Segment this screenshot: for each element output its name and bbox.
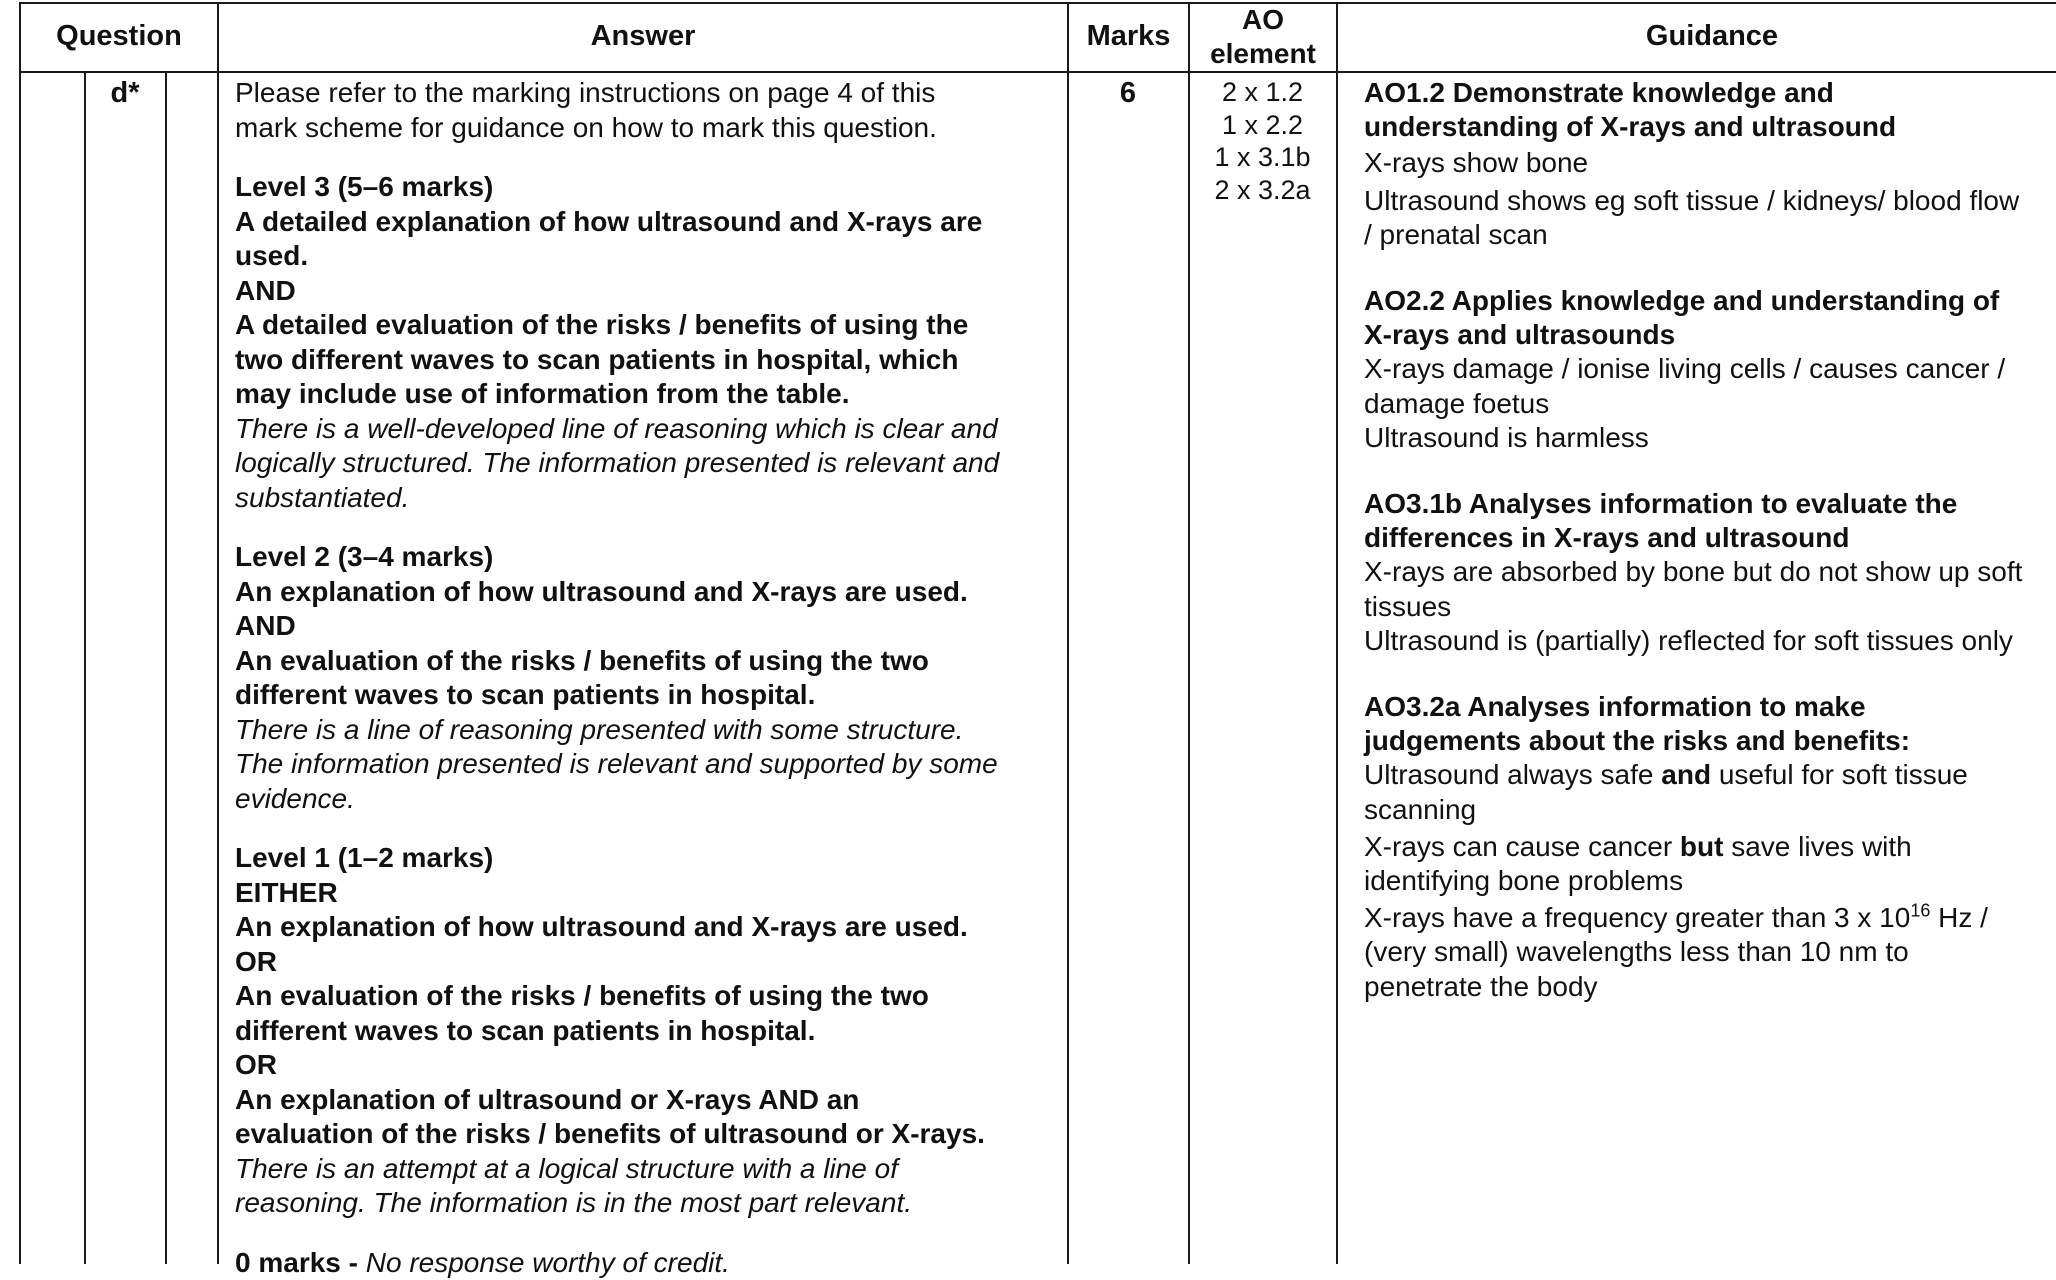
ao32a-text: Hz / [1930, 902, 1988, 933]
level3-heading: Level 3 (5–6 marks) [235, 170, 999, 205]
ao32a-exponent: 16 [1910, 901, 1930, 921]
level1-descriptor-line: EITHER [235, 876, 999, 911]
ao32a-emphasis: but [1680, 831, 1724, 862]
level1-communication-line: reasoning. The information is in the most part relevant. [235, 1186, 999, 1221]
ao-element-item: 2 x 3.2a [1190, 174, 1335, 207]
ao22-heading: AO2.2 Applies knowledge and understanding of [1364, 284, 2022, 318]
ao32a-text: X-rays can cause cancer [1364, 831, 1680, 862]
level1-descriptor-line: OR [235, 1048, 999, 1083]
ao32a-text: Ultrasound always safe [1364, 759, 1661, 790]
ao32a-heading: AO3.2a Analyses information to make [1364, 690, 2022, 724]
header-ao-line2: element [1210, 37, 1316, 71]
ao-element-list [1190, 76, 1335, 206]
marks-value: 6 [1068, 76, 1188, 110]
ao-element-item: 1 x 2.2 [1190, 109, 1335, 142]
guidance-content [1364, 76, 2022, 1004]
level1-descriptor-line: different waves to scan patients in hospital. [235, 1014, 999, 1049]
ao-element-item: 2 x 1.2 [1190, 76, 1335, 109]
level3-descriptor-line: A detailed evaluation of the risks / benefits of using the [235, 308, 999, 343]
level3-communication-line: substantiated. [235, 481, 999, 516]
level1-descriptor-line: An evaluation of the risks / benefits of using the two [235, 979, 999, 1014]
ao32a-emphasis: and [1661, 759, 1711, 790]
ao12-guidance-line: / prenatal scan [1364, 218, 2022, 252]
header-answer: Answer [219, 3, 1067, 70]
level3-descriptor-line: AND [235, 274, 999, 309]
ao31b-heading: differences in X-rays and ultrasound [1364, 521, 2022, 555]
level2-heading: Level 2 (3–4 marks) [235, 540, 999, 575]
question-part-label: d* [85, 76, 165, 110]
header-ao-line1: AO [1242, 3, 1284, 37]
question-answer-divider [217, 2, 219, 1264]
ao31b-guidance-line: tissues [1364, 590, 2022, 624]
level3-descriptor-line: A detailed explanation of how ultrasound and X-rays are [235, 205, 999, 240]
question-subcolumn-divider-1 [84, 71, 86, 1264]
zero-marks-text: No response worthy of credit. [366, 1247, 730, 1278]
header-marks: Marks [1069, 3, 1188, 70]
ao32a-guidance-line [1364, 830, 2022, 864]
ao22-guidance-line: damage foetus [1364, 387, 2022, 421]
ao12-guidance-line: Ultrasound shows eg soft tissue / kidneys/ blood flow [1364, 184, 2022, 218]
ao32a-text: save lives with [1723, 831, 1911, 862]
ao12-heading: understanding of X-rays and ultrasound [1364, 110, 2022, 144]
ao31b-heading: AO3.1b Analyses information to evaluate the [1364, 487, 2022, 521]
ao31b-guidance-line: Ultrasound is (partially) reflected for soft tissues only [1364, 624, 2022, 658]
level1-descriptor-line: An explanation of how ultrasound and X-rays are used. [235, 910, 999, 945]
ao32a-guidance-line: scanning [1364, 793, 2022, 827]
ao31b-guidance-line: X-rays are absorbed by bone but do not show up soft [1364, 555, 2022, 589]
level2-descriptor-line: An explanation of how ultrasound and X-rays are used. [235, 575, 999, 610]
ao22-guidance-line: Ultrasound is harmless [1364, 421, 2022, 455]
question-subcolumn-divider-2 [165, 71, 167, 1264]
table-left-border [19, 2, 21, 1264]
level3-descriptor-line: may include use of information from the table. [235, 377, 999, 412]
level3-communication-line: logically structured. The information presented is relevant and [235, 446, 999, 481]
ao32a-guidance-line [1364, 901, 2022, 935]
ao22-guidance-line: X-rays damage / ionise living cells / causes cancer / [1364, 352, 2022, 386]
ao32a-heading: judgements about the risks and benefits: [1364, 724, 2022, 758]
header-bottom-border [19, 71, 2056, 73]
ao32a-text: useful for soft tissue [1711, 759, 1968, 790]
level1-heading: Level 1 (1–2 marks) [235, 841, 999, 876]
ao-element-item: 1 x 3.1b [1190, 141, 1335, 174]
level1-descriptor-line: evaluation of the risks / benefits of ultrasound or X-rays. [235, 1117, 999, 1152]
level2-communication-line: There is a line of reasoning presented with some structure. [235, 713, 999, 748]
answer-marks-divider [1067, 2, 1069, 1264]
header-guidance: Guidance [1338, 3, 2056, 70]
answer-intro-line: Please refer to the marking instructions on page 4 of this [235, 76, 999, 111]
ao12-heading: AO1.2 Demonstrate knowledge and [1364, 76, 2022, 110]
level3-descriptor-line: used. [235, 239, 999, 274]
ao32a-guidance-line: (very small) wavelengths less than 10 nm to [1364, 935, 2022, 969]
level2-descriptor-line: different waves to scan patients in hospital. [235, 678, 999, 713]
level2-descriptor-line: An evaluation of the risks / benefits of using the two [235, 644, 999, 679]
level2-communication-line: The information presented is relevant and supported by some [235, 747, 999, 782]
answer-content [235, 76, 999, 1280]
ao22-heading: X-rays and ultrasounds [1364, 318, 2022, 352]
level1-communication-line: There is an attempt at a logical structure with a line of [235, 1152, 999, 1187]
level2-descriptor-line: AND [235, 609, 999, 644]
ao32a-guidance-line: identifying bone problems [1364, 864, 2022, 898]
answer-intro-line: mark scheme for guidance on how to mark this question. [235, 111, 999, 146]
level1-descriptor-line: OR [235, 945, 999, 980]
zero-marks-line [235, 1246, 999, 1280]
header-ao-element [1190, 3, 1336, 70]
level3-descriptor-line: two different waves to scan patients in hospital, which [235, 343, 999, 378]
ao32a-guidance-line: penetrate the body [1364, 970, 2022, 1004]
ao12-guidance-line: X-rays show bone [1364, 146, 2022, 180]
zero-marks-label: 0 marks - [235, 1247, 366, 1278]
header-question: Question [21, 3, 217, 70]
level1-descriptor-line: An explanation of ultrasound or X-rays AND an [235, 1083, 999, 1118]
ao-guidance-divider [1336, 2, 1338, 1264]
ao32a-guidance-line [1364, 758, 2022, 792]
ao32a-text: X-rays have a frequency greater than 3 x 10 [1364, 902, 1910, 933]
level3-communication-line: There is a well-developed line of reasoning which is clear and [235, 412, 999, 447]
level2-communication-line: evidence. [235, 782, 999, 817]
